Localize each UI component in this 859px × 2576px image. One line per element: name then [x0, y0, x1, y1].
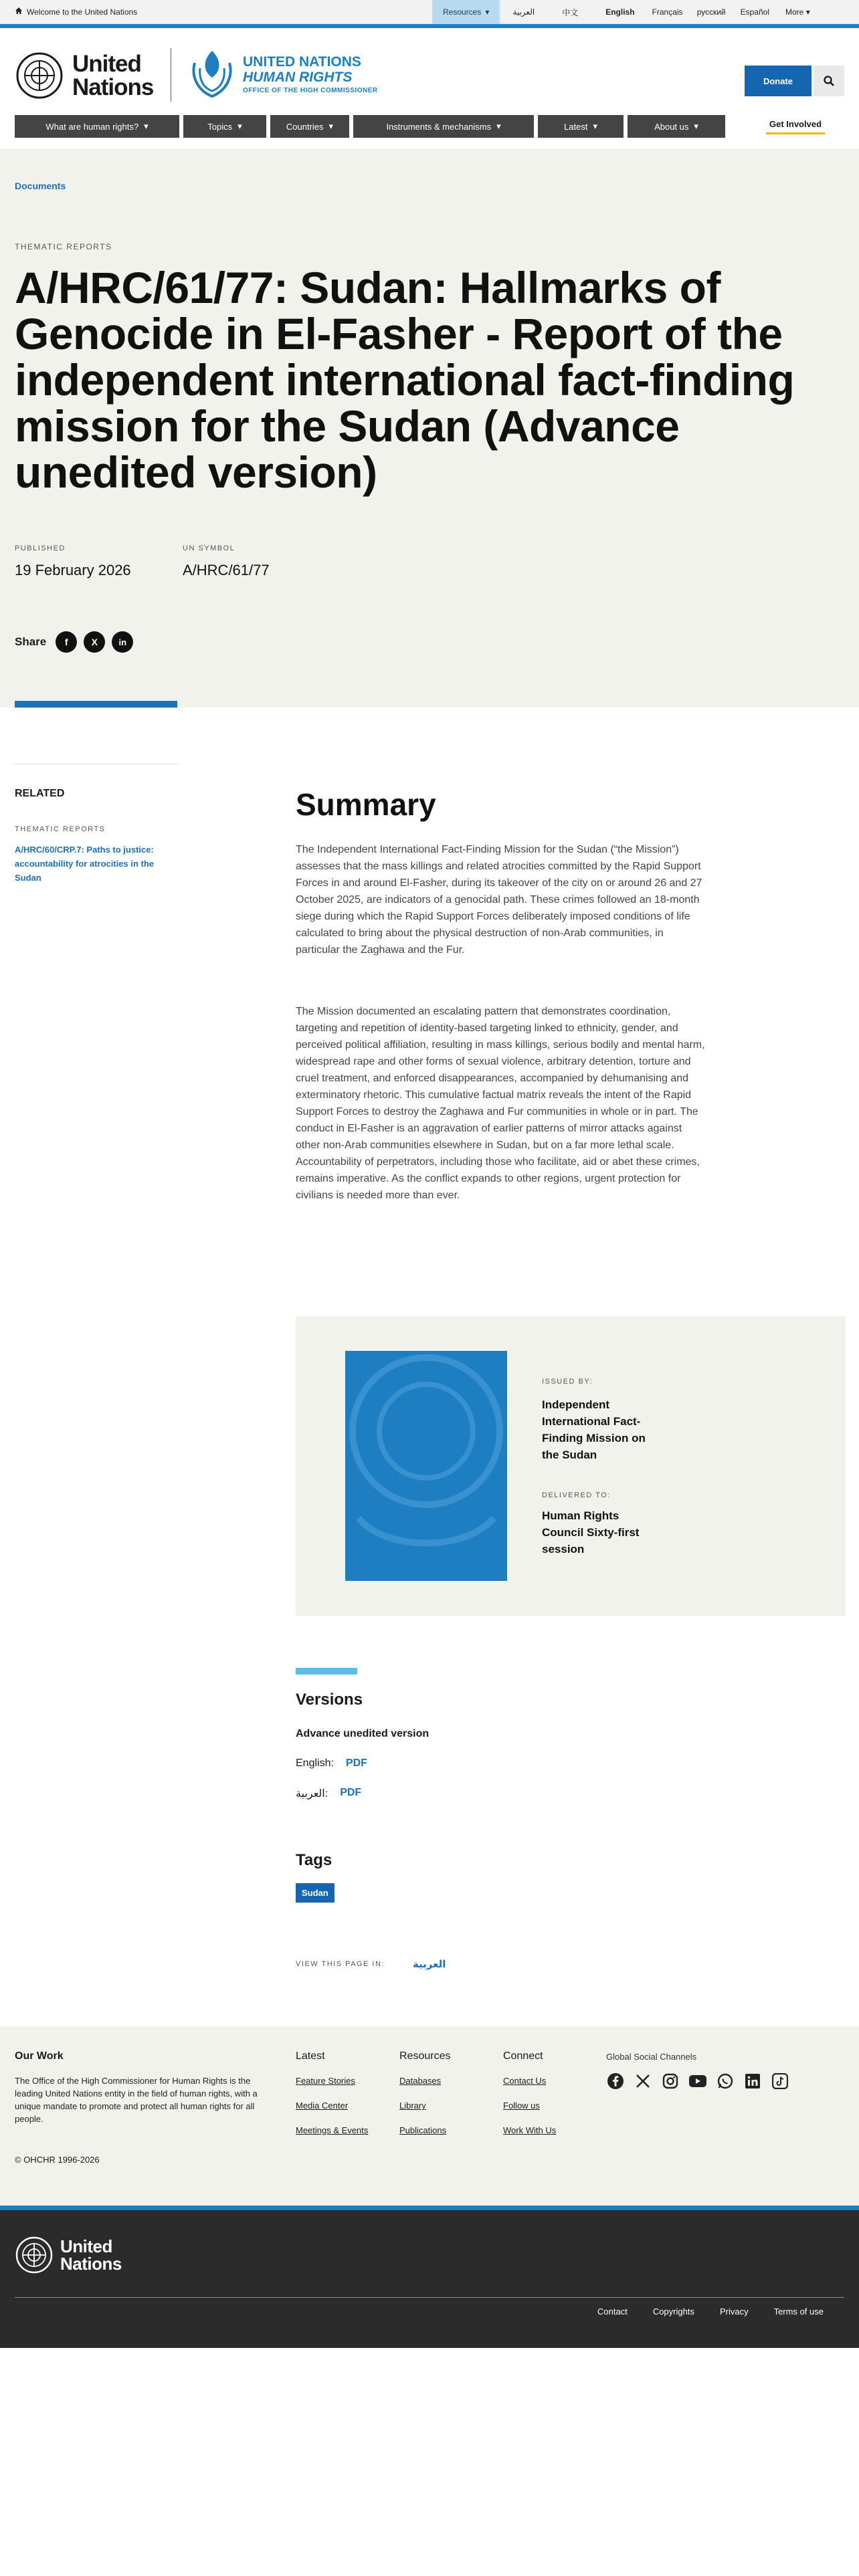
nav-what-are-human-rights[interactable] [15, 115, 179, 138]
ohchr-emblem-icon [188, 48, 236, 100]
tags-heading: Tags [296, 1851, 332, 1869]
our-work-text: The Office of the High Commissioner for Human Rights is the leading United Nations entity in the field of human rights, with a unique mandate to promote and protect all human rights for all people. [15, 2076, 258, 2124]
caret-down-icon: ▾ [593, 121, 597, 131]
caret-down-icon: ▾ [328, 121, 334, 131]
resources-label: Resources [443, 7, 482, 17]
arabic-pdf-link[interactable]: PDF [340, 1787, 362, 1798]
get-involved-label: Get Involved [769, 118, 822, 129]
lang-arabic[interactable]: العربية [512, 7, 535, 17]
version-language: English: [296, 1757, 334, 1769]
social-heading: Global Social Channels [606, 2052, 697, 2062]
hero-section [0, 148, 859, 708]
resources-heading: Resources [399, 2050, 451, 2062]
document-category: THEMATIC REPORTS [15, 242, 112, 251]
delivered-to-label: DELIVERED TO: [542, 1491, 611, 1499]
un-logo-line1: United [72, 51, 141, 77]
published-label: PUBLISHED [15, 544, 66, 552]
main-nav [15, 115, 725, 138]
view-page-in-label: VIEW THIS PAGE IN: [296, 1960, 385, 1968]
issued-by-label: ISSUED BY: [542, 1378, 593, 1386]
tiktok-icon[interactable] [771, 2072, 789, 2090]
un-symbol-label: UN SYMBOL [183, 544, 235, 552]
versions-heading: Versions [296, 1691, 363, 1709]
footer-link-contact-us[interactable]: Contact Us [503, 2076, 547, 2086]
hero-accent-bar [15, 701, 177, 708]
more-label: More [785, 7, 804, 17]
breadcrumb-documents[interactable]: Documents [15, 181, 66, 191]
summary-paragraph-1: The Independent International Fact-Finding Mission for the Sudan (“the Mission”) assesses that the mass killings and related atrocities committed by the Rapid Support Forces in and around El-Fasher, during its takeover of the city on or around 26 and 27 October 2025, are indicators of a genocidal path. These crimes followed an 18-month siege during which the Rapid Support Forces deliberately imposed conditions of life calculated to bring about the physical destruction of non-Arab communities, in particular the Zaghawa and the Fur. [296, 844, 702, 956]
version-language: العربية: [296, 1788, 328, 1800]
connect-heading: Connect [503, 2050, 543, 2062]
bottom-link-contact[interactable]: Contact [597, 2306, 628, 2317]
share-bar [15, 631, 133, 653]
lang-french[interactable]: Français [652, 7, 683, 17]
bottom-footer-links [572, 2306, 824, 2317]
nav-label: Instruments & mechanisms [386, 121, 492, 132]
view-page-in-arabic-link[interactable]: العربية [412, 1959, 446, 1970]
get-involved-link[interactable] [759, 115, 832, 138]
chevron-down-icon: ▾ [805, 7, 810, 17]
search-button[interactable] [814, 66, 844, 96]
facebook-icon[interactable] [606, 2072, 625, 2090]
footer-link-publications[interactable]: Publications [399, 2125, 447, 2135]
footer-link-follow-us[interactable]: Follow us [503, 2101, 540, 2111]
donate-button[interactable]: Donate [745, 66, 812, 96]
our-work-heading: Our Work [15, 2050, 64, 2062]
nav-label: Topics [207, 121, 233, 132]
caret-down-icon: ▾ [237, 121, 242, 131]
versions-accent-bar [296, 1668, 357, 1675]
lang-spanish[interactable]: Español [740, 7, 769, 17]
caret-down-icon: ▾ [496, 121, 501, 131]
related-category: THEMATIC REPORTS [15, 825, 106, 833]
un-logo[interactable] [15, 51, 153, 100]
footer-link-library[interactable]: Library [399, 2101, 426, 2111]
get-involved-underline [766, 132, 825, 134]
instagram-icon[interactable] [661, 2072, 680, 2090]
bottom-accent-line [0, 2206, 859, 2210]
latest-links [296, 2074, 368, 2149]
nav-latest[interactable] [538, 115, 624, 138]
view-page-in [296, 1958, 446, 1970]
ohchr-logo-line2: HUMAN RIGHTS [243, 70, 353, 85]
issued-by-value: Independent International Fact-Finding Mission on the Sudan [542, 1398, 646, 1461]
lang-english[interactable]: English [605, 7, 635, 17]
bottom-footer-divider [15, 2297, 844, 2298]
un-symbol-value: A/HRC/61/77 [183, 562, 270, 578]
youtube-icon[interactable] [688, 2072, 707, 2090]
related-heading: RELATED [15, 788, 65, 799]
x-share-icon[interactable]: X [84, 631, 105, 653]
nav-countries[interactable] [270, 115, 349, 138]
caret-down-icon: ▾ [694, 121, 698, 131]
resources-links [399, 2074, 446, 2149]
nav-label: Countries [286, 121, 324, 132]
un-emblem-watermark-icon [345, 1351, 507, 1581]
linkedin-icon[interactable] [743, 2072, 762, 2090]
versions-subheading: Advance unedited version [296, 1728, 430, 1739]
welcome-link[interactable] [15, 7, 137, 17]
nav-instruments-mechanisms[interactable] [353, 115, 534, 138]
ohchr-logo-line3: OFFICE OF THE HIGH COMMISSIONER [243, 87, 378, 94]
welcome-text: Welcome to the United Nations [27, 7, 138, 17]
nav-label: What are human rights? [45, 121, 139, 132]
lang-russian[interactable]: русский [696, 7, 726, 17]
x-icon[interactable] [634, 2072, 652, 2090]
caret-down-icon: ▾ [144, 121, 149, 131]
footer-link-media-center[interactable]: Media Center [296, 2101, 349, 2111]
summary-paragraph-2: The Mission documented an escalating pattern that demonstrates coordination, targeting and repetition of identity-based targeting linked to ethnicity, gender, and perceived political affiliation, resulting in mass killings, serious bodily and mental harm, widespread rape and other forms of sexual violence, arbitrary detention, torture and cruel treatment, and enforced disappearances, accompanied by dehumanising and exterminatory rhetoric. This cumulative factual matrix reveals the intent of the Rapid Support Forces to destroy the Zaghawa and Fur communities in whole or in part. The conduct in El-Fasher is an aggravation of earlier patterns of mirror attacks against other non-Arab communities elsewhere in Sudan, but on a far more lethal scale. Accountability of perpetrators, including those who facilitate, aid or abet these crimes, remains imperative. As the conflict expands to other regions, urgent protection for civilians is needed more than ever. [296, 1006, 705, 1201]
footer-link-work-with-us[interactable]: Work With Us [503, 2125, 557, 2135]
share-label: Share [15, 635, 47, 648]
version-row-english [296, 1757, 367, 1769]
footer-link-feature-stories[interactable]: Feature Stories [296, 2076, 355, 2086]
site-header [0, 28, 859, 124]
nav-about-us[interactable] [628, 115, 725, 138]
un-logo-line2: Nations [72, 74, 154, 100]
nav-topics[interactable] [183, 115, 266, 138]
search-icon [824, 76, 834, 86]
published-date: 19 February 2026 [15, 562, 131, 578]
related-link[interactable]: A/HRC/60/CRP.7: Paths to justice: accountability for atrocities in the Sudan [15, 845, 155, 883]
ohchr-logo[interactable] [188, 48, 378, 100]
footer-link-meetings-events[interactable]: Meetings & Events [296, 2125, 369, 2135]
nav-label: Latest [564, 121, 588, 132]
facebook-share-icon[interactable]: f [56, 631, 77, 653]
ohchr-logo-line1: UNITED NATIONS [243, 54, 361, 70]
footer [0, 2026, 859, 2206]
lang-chinese[interactable]: 中文 [562, 7, 579, 17]
footer-un-line1: United [60, 2236, 112, 2256]
un-emblem-icon [15, 51, 64, 100]
footer-un-line2: Nations [60, 2254, 122, 2274]
home-icon [15, 7, 23, 17]
copyright: © OHCHR 1996-2026 [15, 2155, 100, 2165]
latest-heading: Latest [296, 2050, 325, 2062]
whatsapp-icon[interactable] [716, 2072, 735, 2090]
lang-more[interactable] [775, 7, 821, 17]
top-bar [0, 0, 859, 24]
linkedin-share-icon[interactable]: in [112, 631, 133, 653]
footer-link-databases[interactable]: Databases [399, 2076, 442, 2086]
social-icons [606, 2072, 789, 2090]
version-row-arabic [296, 1787, 361, 1800]
summary-heading: Summary [296, 787, 436, 822]
un-emblem-icon [15, 2236, 54, 2274]
document-cover[interactable] [345, 1351, 507, 1581]
resources-dropdown[interactable] [432, 0, 500, 24]
english-pdf-link[interactable]: PDF [345, 1757, 367, 1769]
connect-links [503, 2074, 556, 2149]
issued-box [296, 1316, 846, 1616]
footer-un-logo[interactable] [15, 2236, 122, 2274]
bottom-footer [0, 2210, 859, 2348]
chevron-down-icon: ▾ [485, 7, 490, 17]
bottom-link-privacy[interactable]: Privacy [719, 2306, 749, 2317]
page-title: A/HRC/61/77: Sudan: Hallmarks of Genocide in El-Fasher - Report of the independent international fact-finding mission for the Sudan (Advance unedited version) [15, 263, 795, 497]
nav-label: About us [654, 121, 689, 132]
tag-sudan[interactable]: Sudan [296, 1883, 335, 1903]
delivered-to-value: Human Rights Council Sixty-first session [542, 1509, 640, 1555]
bottom-link-terms-of-use[interactable]: Terms of use [773, 2306, 824, 2317]
bottom-link-copyrights[interactable]: Copyrights [652, 2306, 694, 2317]
